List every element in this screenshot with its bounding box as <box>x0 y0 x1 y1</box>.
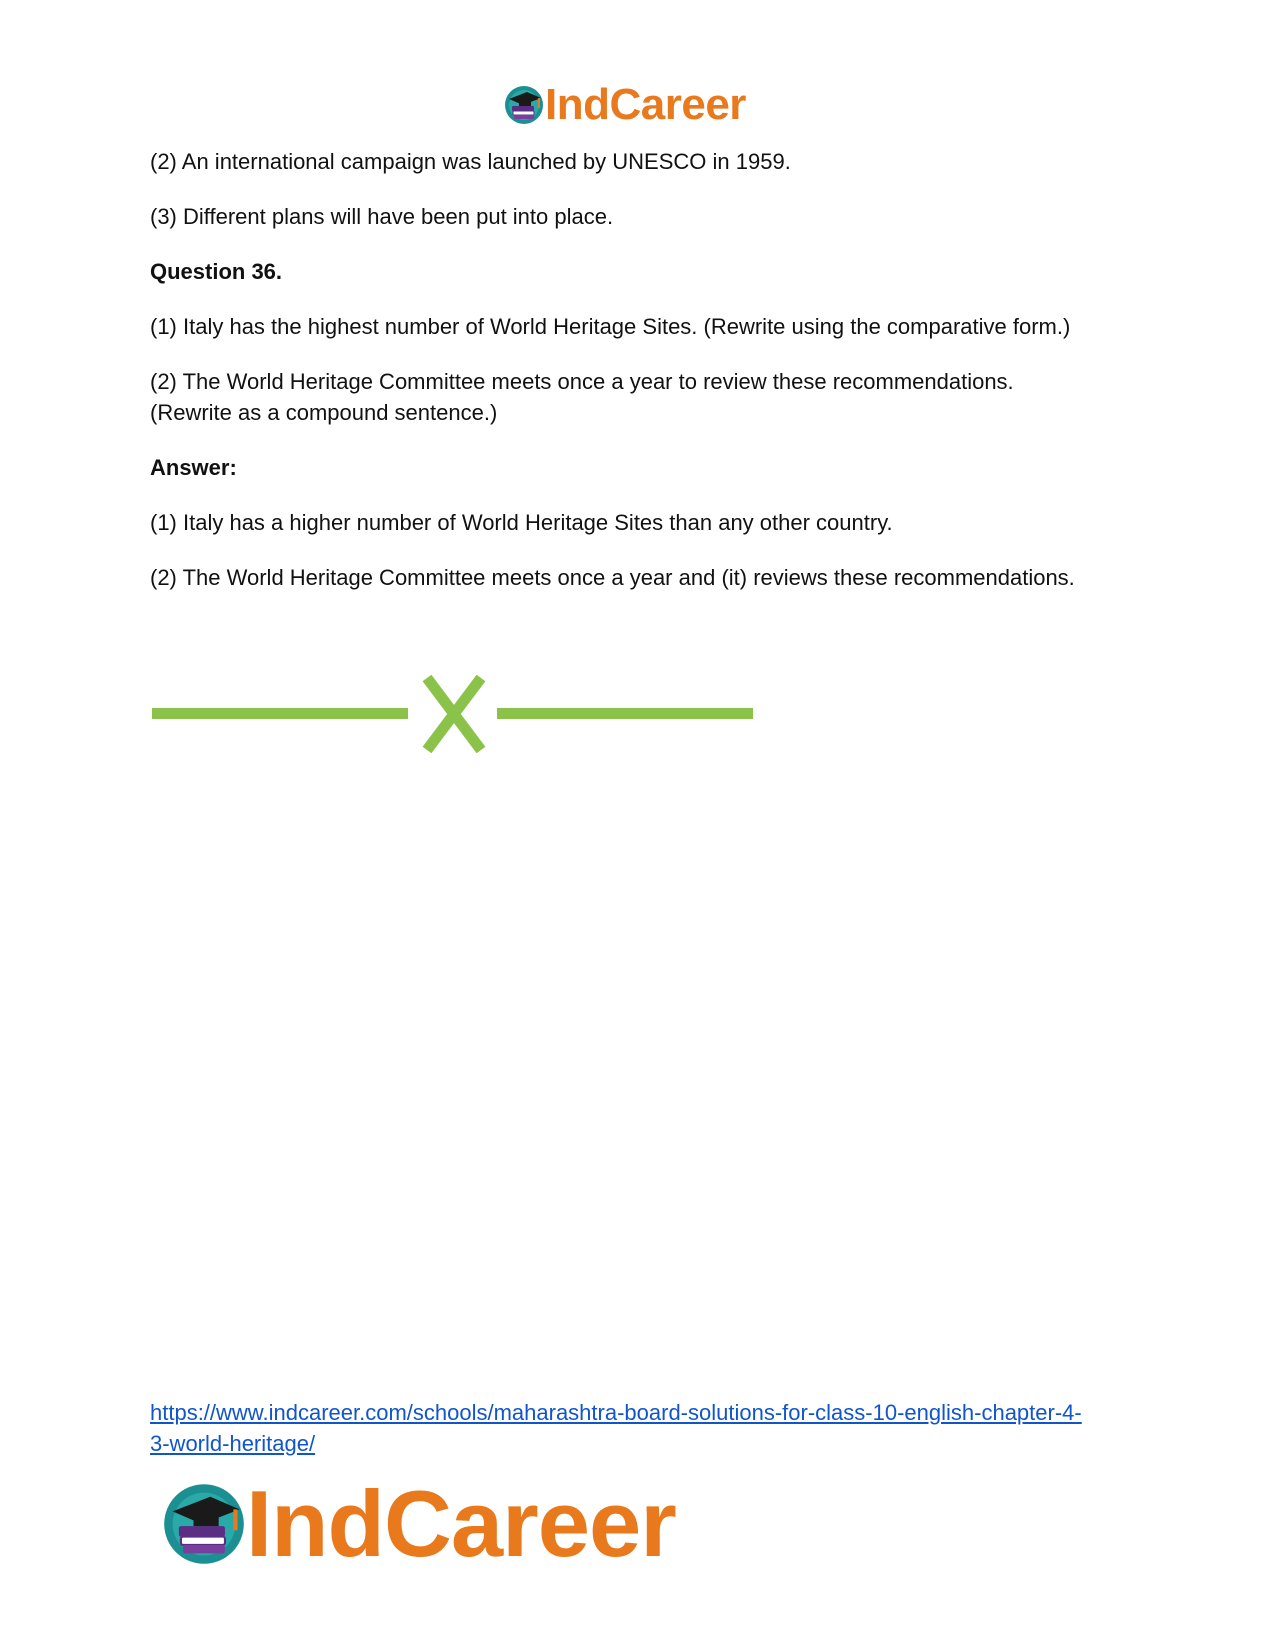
question-item-1: (1) Italy has the highest number of World Heritage Sites. (Rewrite using the comparative form.) <box>150 314 1071 339</box>
graduation-cap-books-icon <box>503 84 545 126</box>
paragraph-line-2: (3) Different plans will have been put into place. <box>150 204 614 229</box>
answer-item-1: (1) Italy has a higher number of World Heritage Sites than any other country. <box>150 510 893 535</box>
answer-heading: Answer: <box>150 455 237 480</box>
brand-name-footer: IndCareer <box>246 1471 676 1576</box>
answer-item-2: (2) The World Heritage Committee meets once a year and (it) reviews these recommendations. <box>150 565 1075 590</box>
x-divider-icon <box>150 674 760 754</box>
brand-name: IndCareer <box>545 80 746 129</box>
source-link-line-1[interactable]: https://www.indcareer.com/schools/maharashtra-board-solutions-for-class-10-english-chapter-4- <box>150 1400 1082 1425</box>
footer-logo <box>160 1470 676 1578</box>
source-link[interactable] <box>150 1397 1130 1459</box>
source-link-line-2[interactable]: 3-world-heritage/ <box>150 1431 316 1456</box>
question-heading: Question 36. <box>150 259 283 284</box>
section-divider <box>150 674 760 759</box>
header-logo <box>503 80 746 130</box>
graduation-cap-books-icon <box>160 1480 248 1568</box>
question-item-2-instruction: (Rewrite as a compound sentence.) <box>150 400 498 425</box>
paragraph-line-1: (2) An international campaign was launched by UNESCO in 1959. <box>150 149 791 174</box>
question-item-2: (2) The World Heritage Committee meets once a year to review these recommendations. <box>150 369 1014 394</box>
